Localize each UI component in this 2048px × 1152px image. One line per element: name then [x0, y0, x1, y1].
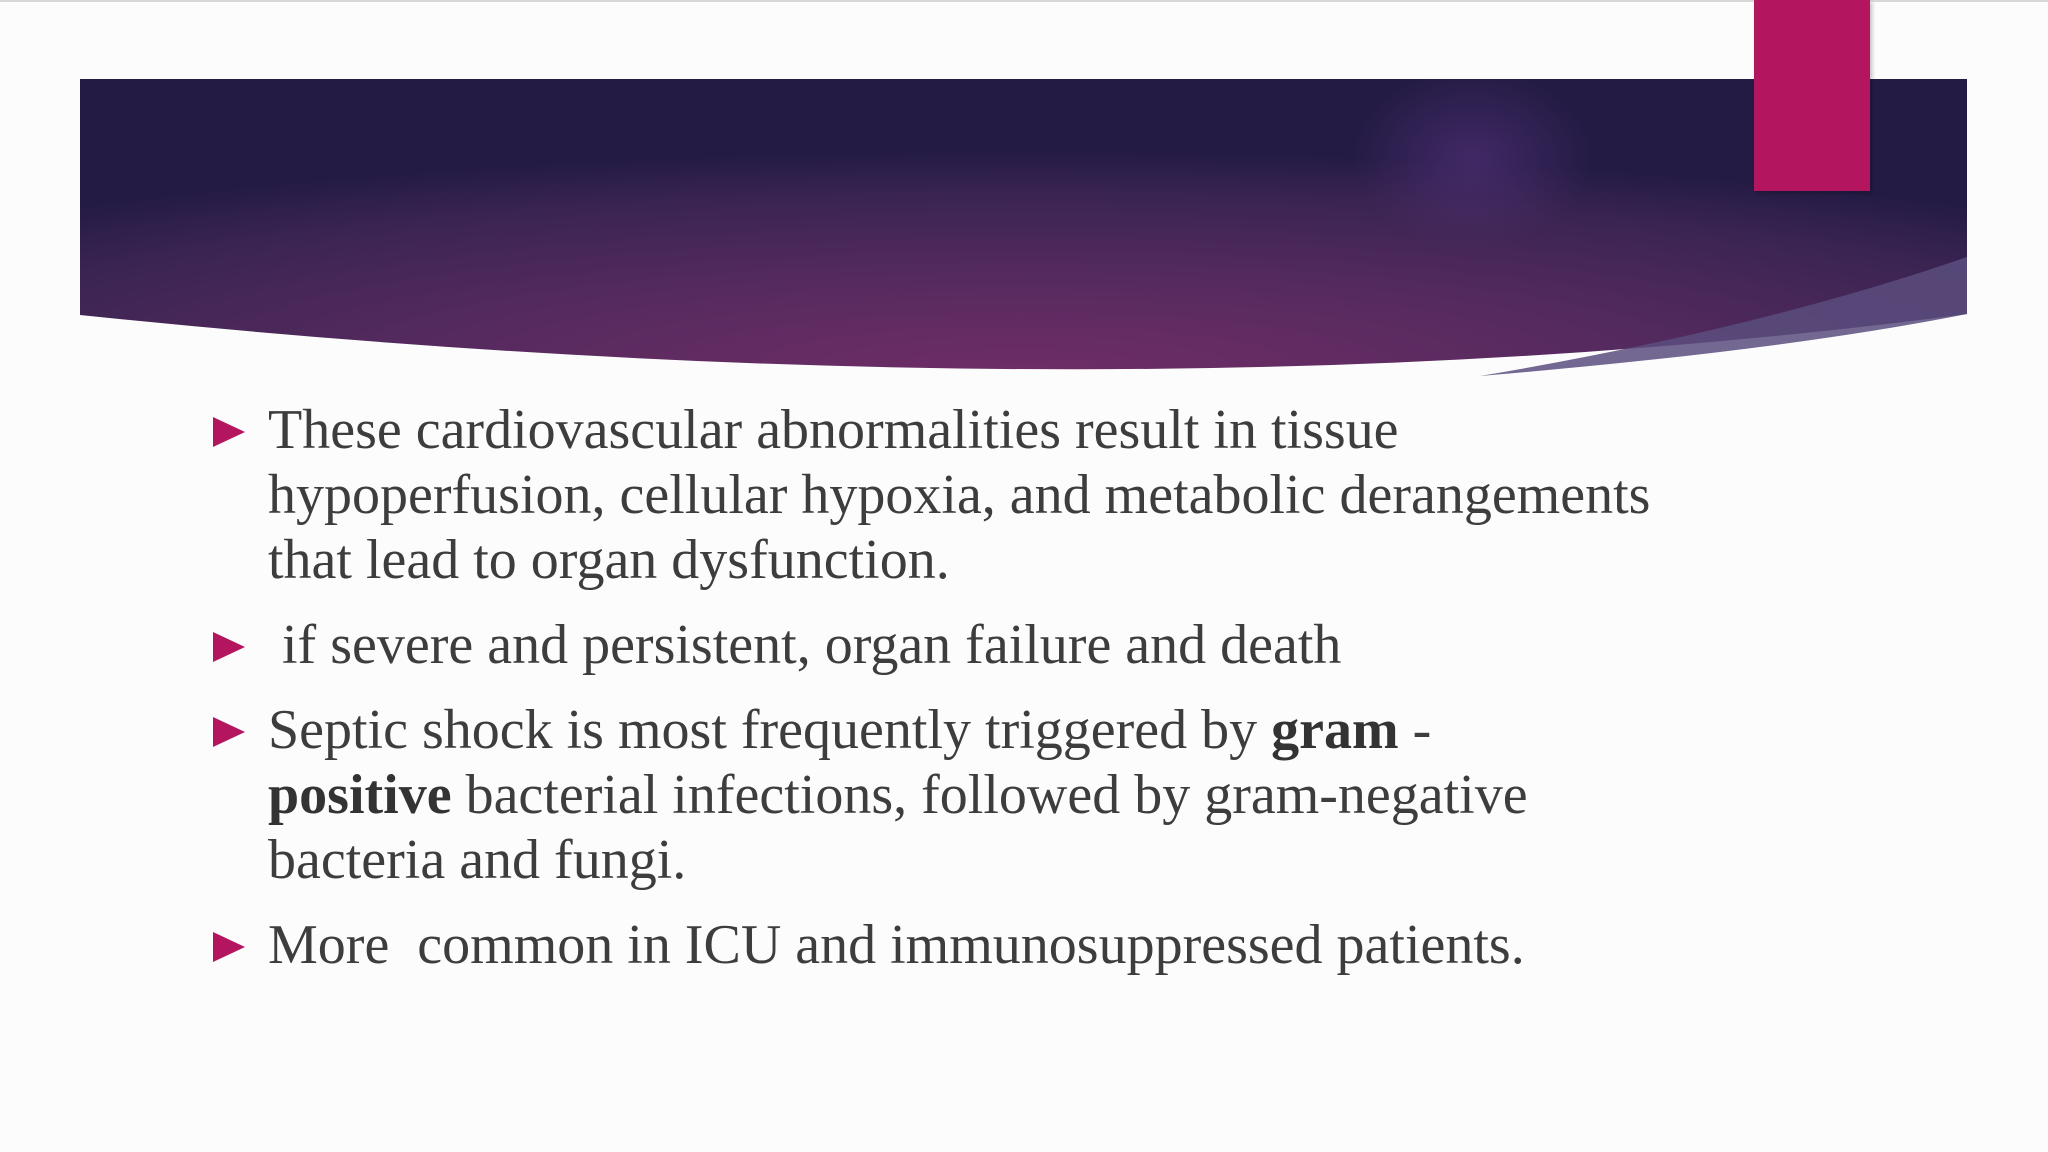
right-triangle-icon: [213, 417, 245, 447]
bullet-text-mid: -: [1398, 699, 1432, 761]
bold-term-gram: gram: [1271, 699, 1399, 761]
bullet-text: More common in ICU and immunosuppressed patients.: [268, 914, 1525, 976]
accent-tab: [1754, 0, 1870, 191]
list-item: [210, 913, 1690, 978]
bold-term-positive: positive: [268, 764, 452, 826]
right-triangle-icon: [213, 632, 245, 662]
header-banner: [80, 79, 1967, 382]
top-divider: [0, 0, 2048, 2]
bullet-list: [210, 398, 1690, 998]
list-item: [210, 698, 1690, 893]
right-triangle-icon: [213, 932, 245, 962]
bullet-text-after: bacterial infections, followed by gram-negative bacteria and fungi.: [268, 764, 1528, 891]
list-item: [210, 398, 1690, 593]
bullet-text-before: Septic shock is most frequently triggered by: [268, 699, 1272, 761]
right-triangle-icon: [213, 717, 245, 747]
list-item: [210, 613, 1690, 678]
bullet-text: if severe and persistent, organ failure and death: [268, 614, 1342, 676]
bullet-text: These cardiovascular abnormalities result in tissue hypoperfusion, cellular hypoxia, and metabolic derangements that lead to organ dysfunction.: [268, 399, 1651, 591]
